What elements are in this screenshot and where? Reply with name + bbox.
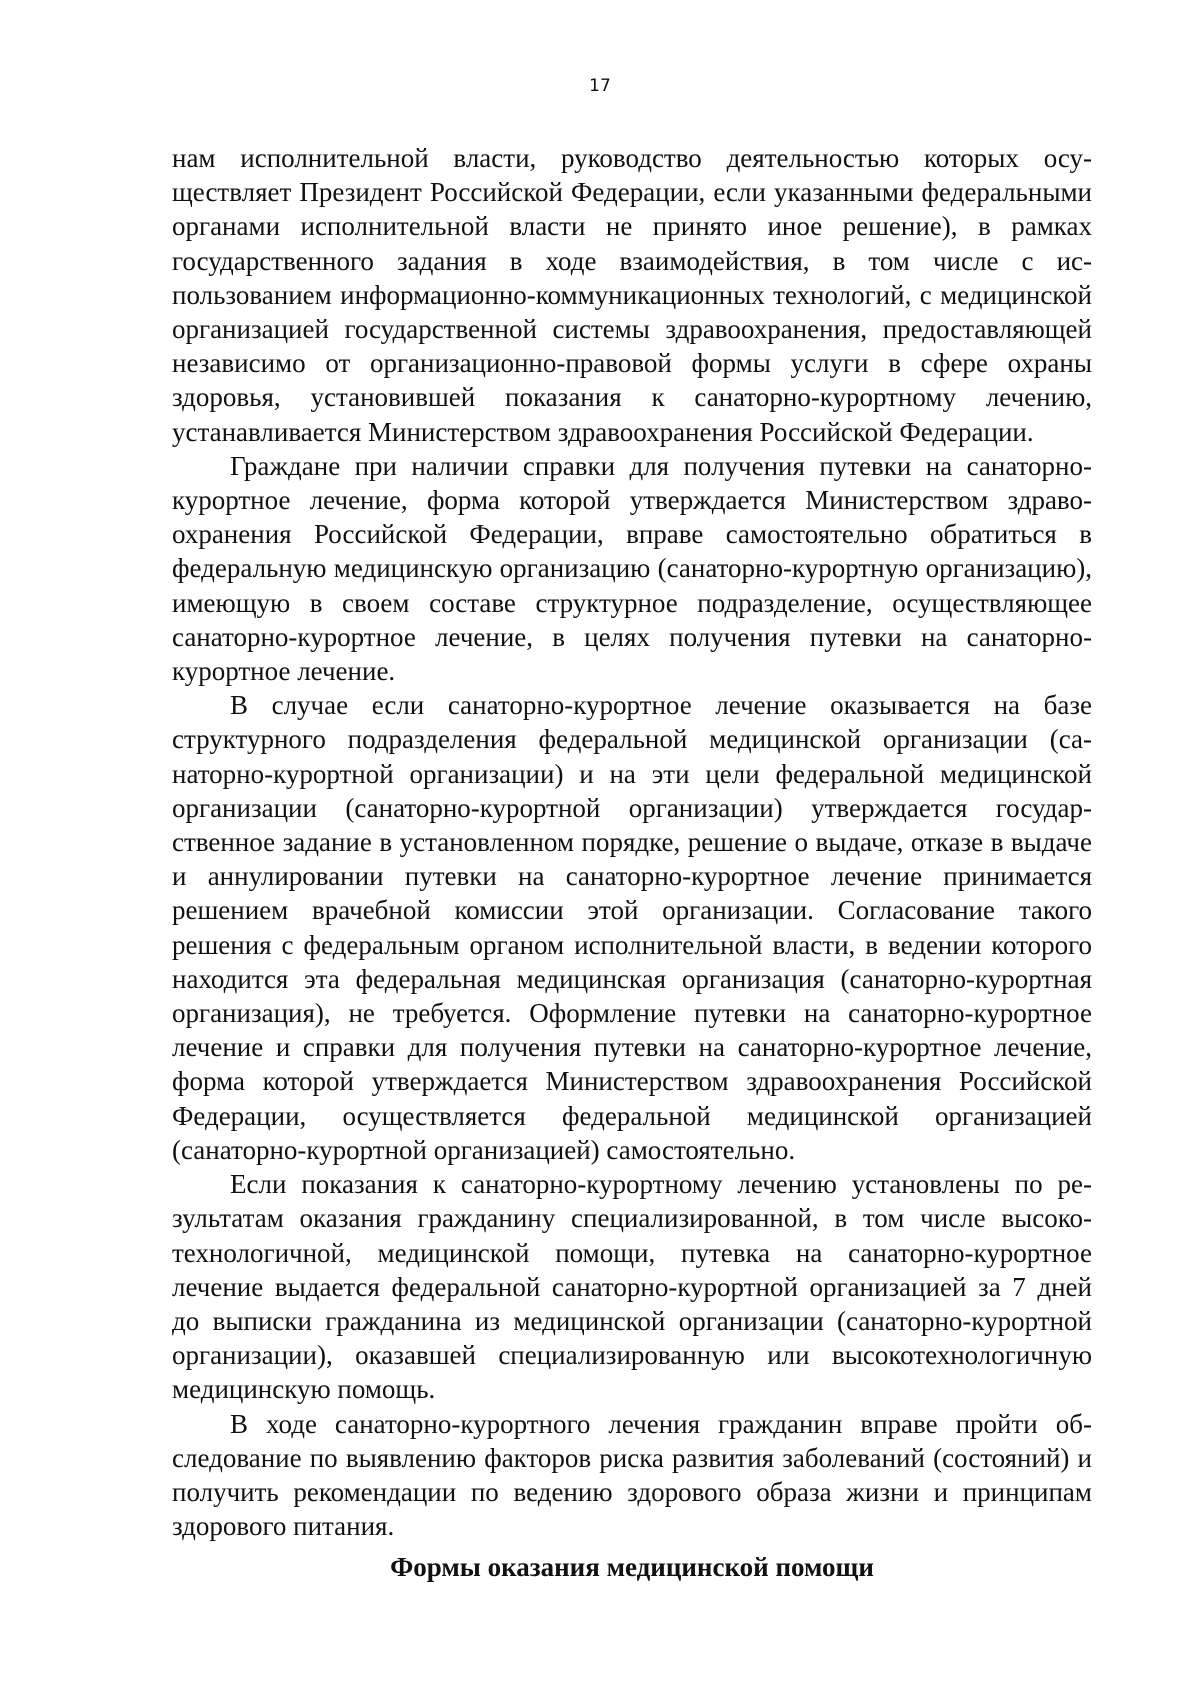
section-heading: Формы оказания медицинской помощи [390,1552,874,1582]
paragraph-4: Если показания к санаторно-курортному лечению установлены по результатам оказания гражданину специализированной, в том числе высокотехнологичной, медицинской помощи, путевка на санаторно-курортное лечение выдается федеральной санаторно-курортной организацией за 7 дней до выписки гражданина из медицинской организации (санаторно-курортной организации), оказавшей специализированную или высокотехнологичную медицинскую помощь. [172,1169,1092,1405]
paragraph-3: В случае если санаторно-курортное лечение оказывается на базе структурного подразделения федеральной медицинской организации (санаторно-курортной организации) и на эти цели федеральной медицинской организации (санаторно-курортной организации) утверждается государственное задание в установленном порядке, решение о выдаче, отказе в выдаче и аннулировании путевки на санаторно-курортное лечение принимается решением врачебной комиссии этой организации. Согласование такого решения с федеральным органом исполнительной власти, в ведении которого находится эта федеральная медицинская организация (санаторно-курортная организация), не требуется. Оформление путевки на санаторно-курортное лечение и справки для получения путевки на санаторно-курортное лечение, форма которой утверждается Министерством здравоохранения Российской Федерации, осуществляется федеральной медицинской организацией (санаторно-курортной организацией) самостоятельно. [172,690,1092,1165]
paragraph-2: Граждане при наличии справки для получения путевки на санаторно-курортное лечение, форма которой утверждается Министерством здравоохранения Российской Федерации, вправе самостоятельно обратиться в федеральную медицинскую организацию (санаторно-курортную организацию), имеющую в своем составе структурное подразделение, осуществляющее санаторно-курортное лечение, в целях получения путевки на санаторно-курортное лечение. [172,450,1092,687]
page-number: 17 [589,76,611,96]
paragraph-5: В ходе санаторно-курортного лечения гражданин вправе пройти обследование по выявлению факторов риска развития заболеваний (состояний) и получить рекомендации по ведению здорового образа жизни и принципам здорового питания. [172,1408,1092,1542]
document-body [172,141,1092,1543]
paragraph-1: нам исполнительной власти, руководство деятельностью которых осуществляет Президент Российской Федерации, если указанными федеральными органами исполнительной власти не принято иное решение), в рамках государственного задания в ходе взаимодействия, в том числе с использованием информационно-коммуникационных технологий, с медицинской организацией государственной системы здравоохранения, предоставляющей независимо от организационно-правовой формы услуги в сфере охраны здоровья, установившей показания к санаторно-курортному лечению, устанавливается Министерством здравоохранения Российской Федерации. [172,143,1092,447]
